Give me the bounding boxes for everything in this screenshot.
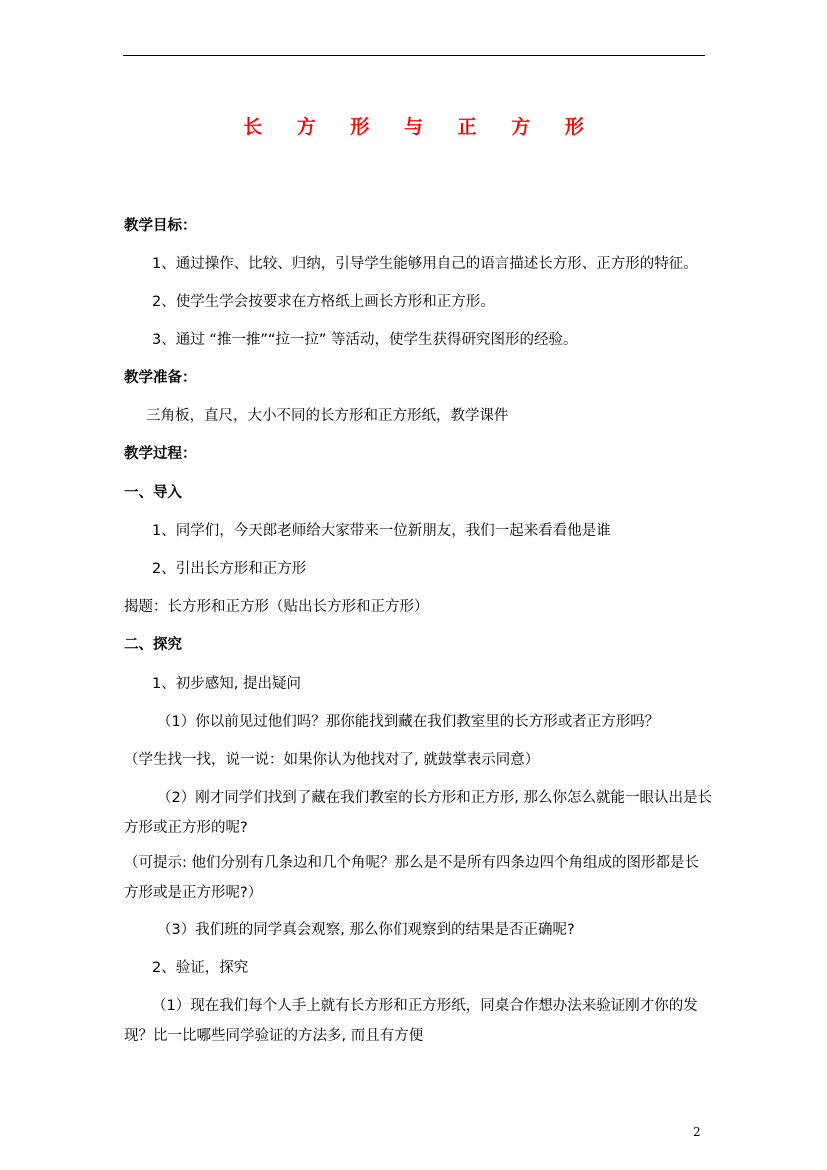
section-explore-heading: 二、探究 <box>124 637 182 653</box>
hint-line-1: （可提示: 他们分别有几条边和几个角呢？那么是不是所有四条边四个角组成的图形都是长 <box>124 855 699 871</box>
document-title: 长 方 形 与 正 方 形 <box>243 116 598 138</box>
goal-item-3: 3、通过 “推一推”“拉一拉” 等活动，使学生获得研究图形的经验。 <box>152 332 578 348</box>
goal-item-2: 2、使学生学会按要求在方格纸上画长方形和正方形。 <box>152 294 495 310</box>
header-rule <box>123 55 705 56</box>
prep-materials: 三角板，直尺，大小不同的长方形和正方形纸，教学课件 <box>146 408 509 424</box>
topic-reveal: 揭题：长方形和正方形（贴出长方形和正方形） <box>124 599 429 615</box>
section-intro-heading: 一、导入 <box>124 485 182 501</box>
explore-item-1: 1、初步感知, 提出疑问 <box>152 676 301 692</box>
heading-teaching-goals: 教学目标： <box>124 218 197 234</box>
hint-line-2: 方形或是正方形呢?） <box>124 885 263 901</box>
verify-task-line-1: （1）现在我们每个人手上就有长方形和正方形纸，同桌合作想办法来验证刚才你的发 <box>152 998 698 1014</box>
intro-item-2: 2、引出长方形和正方形 <box>152 561 307 577</box>
student-activity-note: （学生找一找，说一说：如果你认为他找对了, 就鼓掌表示同意） <box>124 752 540 768</box>
explore-question-3: （3）我们班的同学真会观察, 那么你们观察到的结果是否正确呢? <box>157 922 575 938</box>
intro-item-1: 1、同学们，今天郎老师给大家带来一位新朋友，我们一起来看看他是谁 <box>152 523 611 539</box>
explore-question-2-line-2: 方形或正方形的呢? <box>124 820 248 836</box>
heading-teaching-process: 教学过程： <box>124 446 197 462</box>
goal-item-1: 1、通过操作、比较、归纳，引导学生能够用自己的语言描述长方形、正方形的特征。 <box>152 256 698 272</box>
verify-task-line-2: 现？比一比哪些同学验证的方法多, 而且有方便 <box>124 1028 424 1044</box>
page-number: 2 <box>693 1125 701 1139</box>
explore-item-2: 2、验证，探究 <box>152 960 249 976</box>
explore-question-1: （1）你以前见过他们吗？那你能找到藏在我们教室里的长方形或者正方形吗？ <box>157 714 660 730</box>
heading-teaching-prep: 教学准备： <box>124 370 197 386</box>
explore-question-2-line-1: （2）刚才同学们找到了藏在我们教室的长方形和正方形, 那么你怎么就能一眼认出是长 <box>157 790 712 806</box>
